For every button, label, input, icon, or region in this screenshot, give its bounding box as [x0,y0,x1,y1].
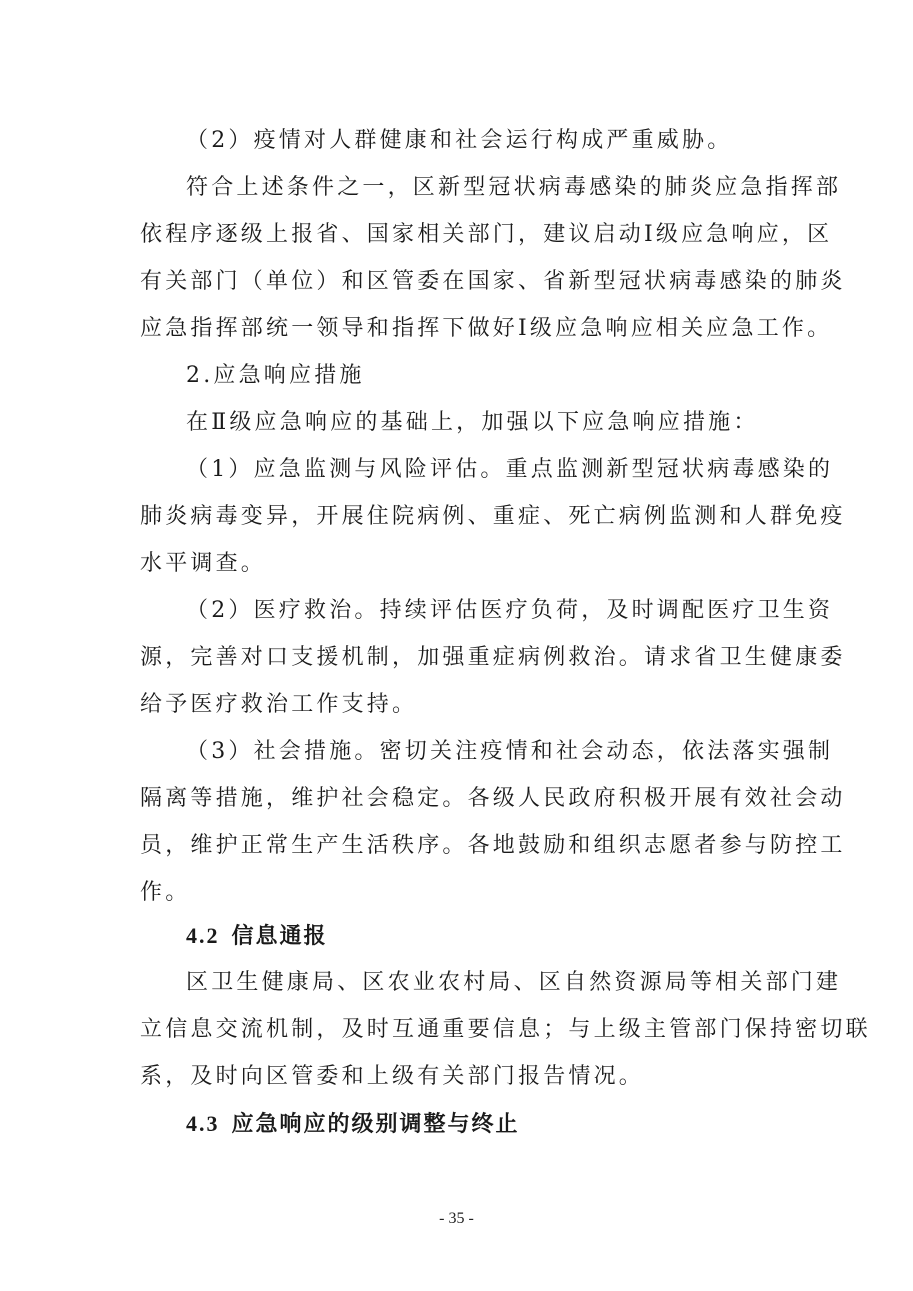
paragraph-line: 符合上述条件之一，区新型冠状病毒感染的肺炎应急指挥部 [186,175,842,200]
paragraph-condition-2: （2）疫情对人群健康和社会运行构成严重威胁。 [186,128,733,153]
paragraph-line: 员，维护正常生产生活秩序。各地鼓励和组织志愿者参与防控工 [140,833,846,858]
paragraph-line: 隔离等措施，维护社会稳定。各级人民政府积极开展有效社会动 [140,786,846,811]
paragraph-line: 作。 [140,880,191,905]
section-heading-4-2 [186,921,328,951]
paragraph-line: 应急指挥部统一领导和指挥下做好Ⅰ级应急响应相关应急工作。 [140,316,833,341]
section-number: 4.2 [186,923,220,948]
subheading-response-measures: 2.应急响应措施 [186,363,365,388]
section-heading-4-3 [186,1109,520,1139]
paragraph-line: 肺炎病毒变异，开展住院病例、重症、死亡病例监测和人群免疫 [140,504,846,529]
paragraph-line: （3）社会措施。密切关注疫情和社会动态，依法落实强制 [186,739,834,764]
section-number: 4.3 [186,1111,220,1136]
paragraph-line: 系，及时向区管委和上级有关部门报告情况。 [140,1064,645,1089]
paragraph-line: 依程序逐级上报省、国家相关部门，建议启动Ⅰ级应急响应，区 [140,222,833,247]
paragraph-line: （2）医疗救治。持续评估医疗负荷，及时调配医疗卫生资 [186,598,834,623]
paragraph-line: 在Ⅱ级应急响应的基础上，加强以下应急响应措施： [186,410,759,435]
paragraph-line: 有关部门（单位）和区管委在国家、省新型冠状病毒感染的肺炎 [140,269,846,294]
section-title: 应急响应的级别调整与终止 [231,1111,520,1137]
paragraph-line: 立信息交流机制，及时互通重要信息；与上级主管部门保持密切联 [140,1017,871,1042]
paragraph-line: （1）应急监测与风险评估。重点监测新型冠状病毒感染的 [186,457,834,482]
page-number: - 35 - [439,1210,474,1227]
paragraph-line: 源，完善对口支援机制，加强重症病例救治。请求省卫生健康委 [140,645,846,670]
section-title: 信息通报 [231,923,328,949]
paragraph-line: 区卫生健康局、区农业农村局、区自然资源局等相关部门建 [186,970,842,995]
paragraph-line: 给予医疗救治工作支持。 [140,692,418,717]
paragraph-line: 水平调查。 [140,551,267,576]
